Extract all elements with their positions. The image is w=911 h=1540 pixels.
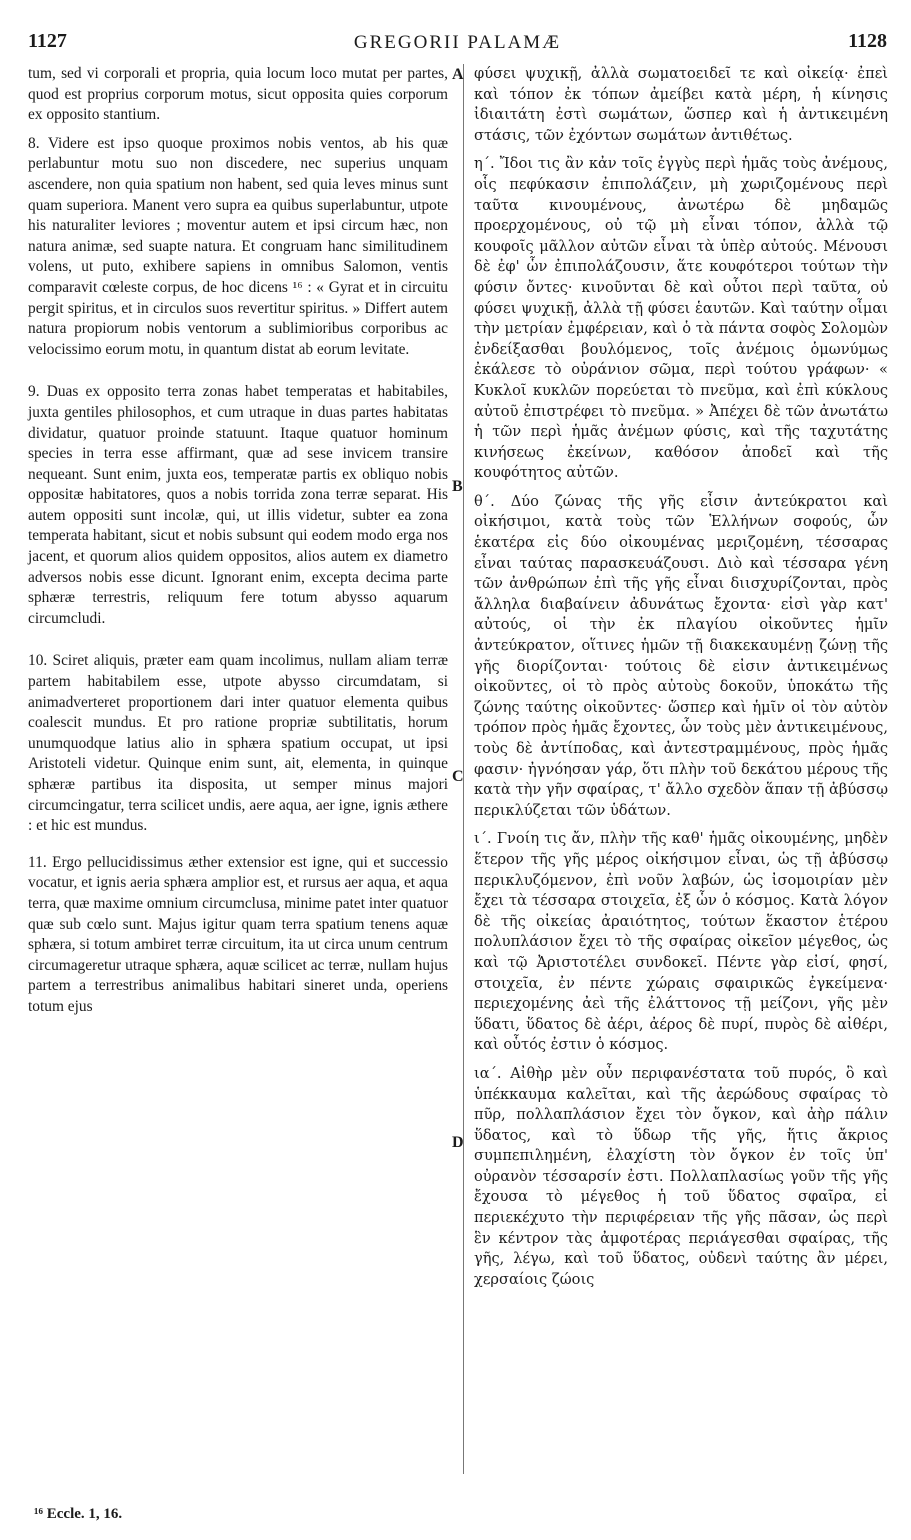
greek-paragraph-8: η΄. Ἴδοι τις ἂν κἀν τοῖς ἐγγὺς περὶ ἡμᾶς τοὺς ἀνέμους, οἷς πεφύκασιν ἐπιπολάζειν, μὴ χωριζομένους περὶ ταῦτα κινουμένους, ἀνωτέρω δὲ μηδαμῶς προερχομένους, οὐ τῷ μὴ εἶναι τόπον, ἀλλὰ τῷ κουφοῖς μᾶλλον αὐτῶν εἶναι τὰ ὑπὲρ αὐτούς. Μένουσι δὲ ἐφ' ὧν ἐπιπολάζουσιν, ἅτε κουφότεροι τούτων τὴν φύσιν ὄντες· κινοῦνται δὲ καὶ οὗτοι περὶ ταῦτα, οὐ φύσει ψυχικῇ, ἀλλὰ τῇ φύσει ἑαυτῶν. Καὶ ταύτην οἶμαι τὴν μετρίαν ἐμφέρειαν, καὶ ὁ τὰ πάντα σοφὸς Σολομὼν ἐνδείξασθαι βουλόμενος, τοῖς ἀνέμοις ὁμωνύμως ἐκάλεσε τὸ οὐράνιον σῶμα, περὶ τούτου γράφων· « Κυκλοῖ κυκλῶν πορεύεται τὸ πνεῦμα, καὶ ἐπὶ κύκλους αὐτοῦ ἐπιστρέφει τὸ πνεῦμα. » Ἀπέχει δὲ τῶν ἀνωτάτω ἡ τῶν περὶ ἡμᾶς ἀνέμων φύσις, καὶ τῆς ταχυτάτης κινήσεως ἐκείνων, καθόσον ἀποδεῖ καὶ τῆς κουφότητος αὐτῶν. [474, 155, 888, 482]
page-number-left: 1127 [28, 30, 67, 52]
section-marker-c: C [452, 768, 464, 785]
greek-paragraph-7-end: φύσει ψυχικῇ, ἀλλὰ σωματοειδεῖ τε καὶ οἰκείᾳ· ἐπεὶ καὶ τόπον ἐκ τόπων ἀμείβει κατὰ μέρη, ἡ κίνησις ἰδιαιτάτη ἐστὶ σωμάτων, ὥσπερ καὶ ἡ ἀντικειμένη στάσις, τῶν ἐχόντων σωμάτων ἀντιθέτως. [474, 65, 888, 144]
footnote: ¹⁶ Eccle. 1, 16. [34, 1506, 123, 1522]
page-number-right: 1128 [848, 30, 887, 52]
greek-paragraph-11: ια΄. Αἰθὴρ μὲν οὖν περιφανέστατα τοῦ πυρός, ὃ καὶ ὑπέκκαυμα καλεῖται, καὶ τῆς ἀερώδους σφαίρας τὸ πῦρ, πολλαπλάσιον ἔχει τὸν ὄγκον, καὶ ἀὴρ πάλιν ὕδατος, καὶ τὸ ὕδωρ τῆς γῆς, ἥτις ἄκριος συμπεπιλημένη, ἐλαχίστη τὸν ὄγκον ἐν τοῖς ὑπ' οὐρανὸν τέσσαρσίν ἐστι. Πολλαπλασίως γοῦν τῆς γῆς ἔχουσα τὸ μέγεθος ἡ τοῦ ὕδατος σφαῖρα, εἰ περιεκέχυτο τὴν περιφέρειαν τῆς γῆς πᾶσαν, ὡς περὶ ἓν κέντρον τὰς ἀμφοτέρας περιάγεσθαι σφαίρας, τῆς γῆς, λέγω, καὶ τοῦ ὕδατος, οὐδενὶ ταύτης ἂν μέρει, χερσαίοις ζώοις [474, 1064, 888, 1288]
latin-paragraph-11: 11. Ergo pellucidissimus æther extensior est igne, qui et successio vocatur, et ignis aeria sphæra amplior est, et rursus aer aqua, et aqua terra, quæ maxime omnium circumclusa, minime patet inter quatuor quæ sub cœlo sunt. Majus igitur quam terra spatium tenens aquæ sphæra, si totum ambiret terræ circuitum, ita ut circa unum centrum circumageretur utraque sphæra, aquæ scilicet ac terræ, nullam hujus partem a terrestribus animalibus habitari sineret unda, operiens totum ejus [28, 853, 448, 1015]
latin-paragraph-7-end: tum, sed vi corporali et propria, quia locum loco mutat per partes, quod est proprius corporum motus, sicut opposita quies corporum ex opposito stantium. [28, 65, 448, 124]
running-header [28, 30, 887, 58]
latin-paragraph-9: 9. Duas ex opposito terra zonas habet temperatas et habitabiles, juxta gentiles philosophos, et cum utraque in duas partes habitatas dividatur, quatuor proinde statuunt. Itaque quatuor hominum species in terra esse affirmant, quæ ad sese invicem transire nequeant. Sunt enim, juxta eos, temperatæ partis ex obliquo nobis oppositæ habitatores, quos a nobis torrida zona terræ separat. His autem oppositi sunt incolæ, qui, ut illis videtur, subter ea zona temperata habitant, sicut et nobis subsunt qui eodem modo erga nos jacent, et quorum alios quidem oppositos, alios autem ex diametro adversos nobis esse dicunt. Ignorant enim, excepta decima parte sphæræ terrestris, reliquum fere totum abysso aquarum circumcludi. [28, 383, 448, 627]
section-marker-b: B [452, 478, 463, 495]
greek-paragraph-9: θ΄. Δύο ζώνας τῆς γῆς εἶσιν ἀντεύκρατοι καὶ οἰκήσιμοι, κατὰ τοὺς τῶν Ἑλλήνων σοφούς, ὧν ἑκατέρα εἰς δύο οἰκουμένας μεριζομένη, τέσσαρας εἶναι ταύτας παρασκευάζουσι. Διὸ καὶ τέσσαρα γένη τῶν ἀνθρώπων ἐπὶ τῆς γῆς εἶναι διισχυρίζονται, πρὸς ἄλληλα διαβαίνειν ἀδυνάτως ἔχοντα· εἰσὶ γὰρ κατ' αὐτούς, οἱ τὴν ἐκ πλαγίου οἰκοῦντες ἡμῖν ἀντεύκρατον, οἵτινες ἡμῶν τῇ διακεκαυμένῃ ζώνῃ τῆς γῆς διορίζονται· τούτοις δὲ εἰσιν ἀντικειμένως οἰκοῦντες, οἱ τὸ πρὸς αὐτοὺς δοκοῦν, ὑποκάτω τῆς ζώνης ταύτης οἰκοῦντες· ὥσπερ καὶ ἡμῖν οἱ τὸν αὐτὸν τρόπον πρὸς ἡμᾶς ἔχοντες, ὧν τοὺς μὲν ἀντικειμένους, τοὺς δὲ ἀντίποδας, καὶ ἀντεστραμμένους, πρὸς ἡμᾶς φασιν· ἠγνόησαν γάρ, ὅτι πλὴν τοῦ δεκάτου μέρους τῆς κατὰ τὴν γῆν σφαίρας, τ' ἄλλο σχεδὸν ἅπαν τῇ ἀβύσσῳ περικλύζεται τῶν ὑδάτων. [474, 492, 888, 819]
latin-paragraph-10: 10. Sciret aliquis, præter eam quam incolimus, nullam aliam terræ partem habitabilem esse, utpote abysso circumdatam, si animadverteret proportionem dari inter quatuor elementa quibus coalescit mundus. Et pro ratione propriæ subtilitatis, horum unumquodque latius alio in sphæra spatium occupat, ut ipsi Aristoteli videtur. Quinque enim sunt, ait, elementa, in quinque sphæræ partibus ita disposita, ut semper minus majori circumcingatur, terra scilicet undis, aere aqua, aer igne, ignis æthere : et hic est mundus. [28, 652, 448, 835]
greek-column [474, 64, 888, 1500]
running-title: GREGORII PALAMÆ [353, 32, 562, 53]
latin-paragraph-8: 8. Videre est ipso quoque proximos nobis ventos, ab his quæ perlabuntur motu suo non discedere, nec superius unquam ascendere, non quia spatium non habent, sed quia leves minus sunt quam superiora. Manent vero supra ea quibus superlabuntur, utpote his naturaliter leviores ; moventur autem et ipsi circum hæc, non natura animæ, sed suapte natura. Et congruam hanc similitudinem volens, ut puto, exhibere sapiens in omnibus Salomon, ventis comparavit cœleste corpus, de hoc dicens ¹⁶ : « Gyrat et in circuitu pergit spiritus, et in circulos suos revertitur spiritus. » Differt autem natura propiorum nobis ventorum a sublimioribus corporibus ac velocissimo eorum motu, in quantum distat ab eorum levitate. [28, 134, 448, 358]
section-marker-d: D [452, 1134, 464, 1151]
greek-paragraph-10: ι΄. Γνοίη τις ἄν, πλὴν τῆς καθ' ἡμᾶς οἰκουμένης, μηδὲν ἕτερον τῆς γῆς μέρος οἰκήσιμον εἶναι, ὡς τῇ ἀβύσσῳ περικλυζόμενον, ἐπὶ νοῦν λαβών, ὡς ἰσομοιρίαν μὲν ἔχει τὰ τέσσαρα στοιχεῖα, ἐξ ὧν ὁ κόσμος. Κατὰ λόγον δὲ τῆς οἰκείας ἀραιότητος, τούτων ἕκαστον ἑτέρου πολυπλάσιον ἔχει τὸ τῆς σφαίρας οἰκεῖον μέγεθος, ὡς καὶ τῷ Ἀριστοτέλει συνδοκεῖ. Πέντε γὰρ εἰσί, φησί, στοιχεῖα, ἐν πέντε χώραις σφαιρικῶς ἐγκείμενα· περιεχομένης ἀεὶ τῆς ἐλάττονος τῇ μείζονι, γῆς μὲν ὕδατι, ὕδατος δὲ ἀέρι, ἀέρος δὲ πυρί, πυρὸς δὲ αἰθέρι, καὶ οὗτός ἐστιν ὁ κόσμος. [474, 830, 888, 1054]
latin-column [28, 64, 448, 1500]
section-marker-a: A [452, 66, 464, 83]
